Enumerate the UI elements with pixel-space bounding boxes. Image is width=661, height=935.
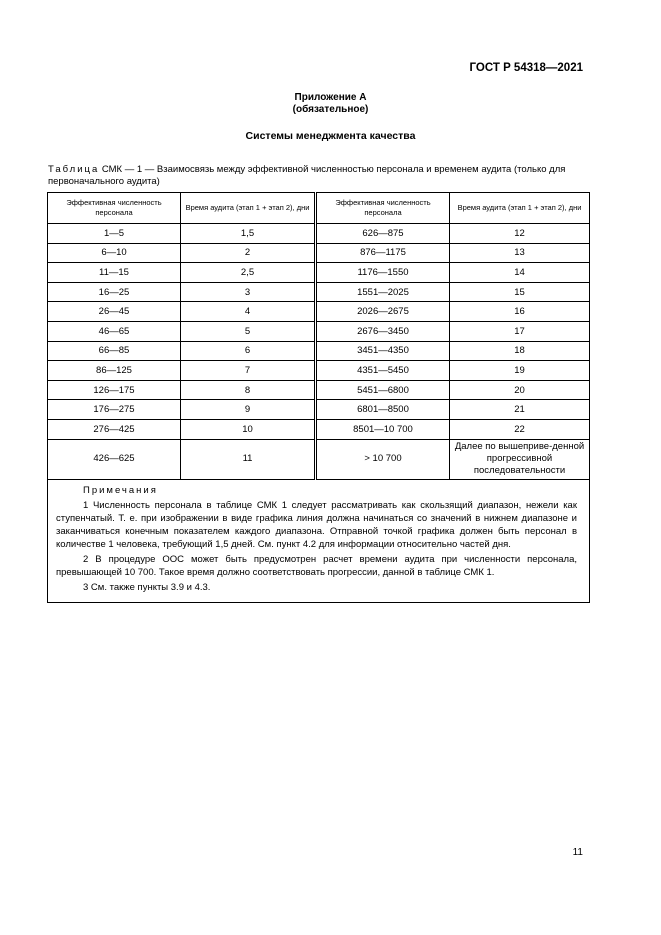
table-cell: 2 <box>181 243 316 263</box>
audit-time-table <box>47 192 590 603</box>
table-cell: 3 <box>181 282 316 302</box>
table-cell: 2,5 <box>181 263 316 283</box>
table-cell: 276—425 <box>48 419 181 439</box>
table-cell: 18 <box>450 341 590 361</box>
table-row <box>48 341 590 361</box>
table-row <box>48 263 590 283</box>
table-cell: 1551—2025 <box>316 282 450 302</box>
table-cell: 2676—3450 <box>316 321 450 341</box>
table-cell: 11—15 <box>48 263 181 283</box>
table-cell: 1176—1550 <box>316 263 450 283</box>
table-cell: 11 <box>181 439 316 479</box>
table-cell: 15 <box>450 282 590 302</box>
table-caption <box>48 164 588 188</box>
table-cell: 1—5 <box>48 224 181 244</box>
table-cell: 8 <box>181 380 316 400</box>
note-2: 2 В процедуре ООС может быть предусмотрен расчет времени аудита при численности персонала, превышающей 10 700. Такое время должно соответствовать прогрессии, данной в таблице СМК 1. <box>56 553 577 578</box>
section-title: Системы менеджмента качества <box>245 130 416 142</box>
col-header-staff-2: Эффективная численность персонала <box>316 193 450 224</box>
appendix-heading <box>0 92 661 116</box>
table-cell: 13 <box>450 243 590 263</box>
notes-title: Примечания <box>83 484 158 496</box>
table-cell: 22 <box>450 419 590 439</box>
table-cell: 626—875 <box>316 224 450 244</box>
table-cell: 10 <box>181 419 316 439</box>
table-header-row <box>48 193 590 224</box>
table-cell: 876—1175 <box>316 243 450 263</box>
table-row <box>48 321 590 341</box>
table-cell: 14 <box>450 263 590 283</box>
table-row <box>48 380 590 400</box>
col-header-staff-1: Эффективная численность персонала <box>48 193 181 224</box>
table-cell: 7 <box>181 361 316 381</box>
table-cell: 3451—4350 <box>316 341 450 361</box>
table-cell: 426—625 <box>48 439 181 479</box>
standard-number: ГОСТ Р 54318—2021 <box>469 62 583 74</box>
note-3: 3 См. также пункты 3.9 и 4.3. <box>83 581 211 593</box>
table-cell: 86—125 <box>48 361 181 381</box>
table-cell: 16—25 <box>48 282 181 302</box>
col-header-time-2: Время аудита (этап 1 + этап 2), дни <box>450 193 590 224</box>
table-cell: 19 <box>450 361 590 381</box>
table-cell: 5 <box>181 321 316 341</box>
table-cell: 46—65 <box>48 321 181 341</box>
table-cell: 9 <box>181 400 316 420</box>
table-row <box>48 361 590 381</box>
table-cell: 16 <box>450 302 590 322</box>
table-cell: 6—10 <box>48 243 181 263</box>
appendix-status: (обязательное) <box>292 104 369 115</box>
table-row <box>48 282 590 302</box>
table-row <box>48 400 590 420</box>
table-cell: 126—175 <box>48 380 181 400</box>
appendix-title: Приложение А <box>294 92 367 103</box>
table-cell: 17 <box>450 321 590 341</box>
table-cell: 176—275 <box>48 400 181 420</box>
note-1: 1 Численность персонала в таблице СМК 1 следует рассматривать как скользящий диапазон, нежели как ступенчатый. Т. е. при изображении в виде графика линия должна начинаться со значений в нижнем диапазоне и заканчиваться конечным показателем каждого диапазона. Отправной точкой графика должен быть персонал в количестве 1 человека, требующий 1,5 дней. См. пункт 4.2 для информации относительно частей дня. <box>56 499 577 550</box>
table-cell: 1,5 <box>181 224 316 244</box>
table-cell: 66—85 <box>48 341 181 361</box>
table-cell: 21 <box>450 400 590 420</box>
table-caption-label: Таблица <box>48 164 100 175</box>
notes-row <box>48 479 590 602</box>
table-cell: > 10 700 <box>316 439 450 479</box>
table-cell: 2026—2675 <box>316 302 450 322</box>
table-cell: 20 <box>450 380 590 400</box>
table-cell: 4351—5450 <box>316 361 450 381</box>
table-row <box>48 439 590 479</box>
table-row <box>48 419 590 439</box>
table-cell: 5451—6800 <box>316 380 450 400</box>
table-row <box>48 224 590 244</box>
table-cell: 8501—10 700 <box>316 419 450 439</box>
page-number: 11 <box>572 847 583 858</box>
table-row <box>48 302 590 322</box>
col-header-time-1: Время аудита (этап 1 + этап 2), дни <box>181 193 316 224</box>
table-cell: 4 <box>181 302 316 322</box>
table-cell: 6 <box>181 341 316 361</box>
table-cell: 26—45 <box>48 302 181 322</box>
table-row <box>48 243 590 263</box>
table-cell: 12 <box>450 224 590 244</box>
table-cell: 6801—8500 <box>316 400 450 420</box>
table-caption-text: СМК — 1 — Взаимосвязь между эффективной численностью персонала и временем аудита (только для первоначального аудита) <box>48 164 566 187</box>
table-cell: Далее по вышеприве-денной прогрессивной последовательности <box>450 439 590 479</box>
notes-cell <box>48 479 590 602</box>
